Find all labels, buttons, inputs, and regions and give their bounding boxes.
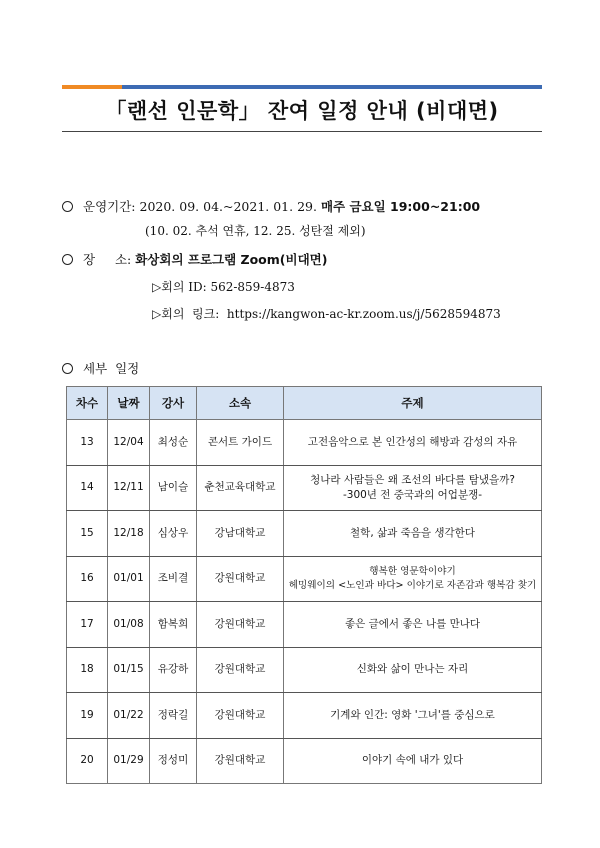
circle-bullet-icon (62, 363, 73, 374)
cell-date: 01/08 (108, 602, 150, 648)
topic-line: 행복한 영문학이야기 (369, 565, 456, 577)
period-row (62, 197, 480, 215)
cell-speaker: 함복희 (150, 602, 197, 648)
table-row (67, 738, 542, 784)
cell-date: 01/01 (108, 556, 150, 602)
schedule-table (66, 386, 542, 784)
header-num: 차수 (67, 387, 108, 420)
cell-affiliation: 강원대학교 (197, 738, 284, 784)
cell-speaker: 정락길 (150, 693, 197, 739)
accent-orange (62, 85, 122, 89)
period-dates: 2020. 09. 04.~2021. 01. 29. (139, 199, 317, 214)
page-title: 「랜선 인문학」 잔여 일정 안내 (비대면) (105, 99, 499, 123)
cell-topic (284, 511, 542, 557)
cell-num: 14 (67, 465, 108, 511)
period-note: (10. 02. 추석 연휴, 12. 25. 성탄절 제외) (145, 224, 366, 238)
place-row (62, 250, 327, 268)
cell-num: 16 (67, 556, 108, 602)
header-topic: 주제 (284, 387, 542, 420)
topic-line: 헤밍웨이의 <노인과 바다> 이야기로 자존감과 행복감 찾기 (288, 579, 537, 591)
cell-date: 12/11 (108, 465, 150, 511)
cell-num: 18 (67, 647, 108, 693)
header-affiliation: 소속 (197, 387, 284, 420)
table-header-row (67, 387, 542, 420)
table-row (67, 693, 542, 739)
table-row (67, 465, 542, 511)
cell-num: 20 (67, 738, 108, 784)
table-row (67, 511, 542, 557)
cell-affiliation: 강남대학교 (197, 511, 284, 557)
cell-date: 01/22 (108, 693, 150, 739)
cell-affiliation: 춘천교육대학교 (197, 465, 284, 511)
header-accent-bar (62, 85, 542, 89)
cell-topic (284, 420, 542, 466)
cell-affiliation: 강원대학교 (197, 602, 284, 648)
topic-line: -300년 전 중국과의 어업분쟁- (342, 488, 483, 501)
cell-affiliation: 콘서트 가이드 (197, 420, 284, 466)
cell-affiliation: 강원대학교 (197, 556, 284, 602)
cell-num: 19 (67, 693, 108, 739)
cell-speaker: 최성순 (150, 420, 197, 466)
cell-num: 13 (67, 420, 108, 466)
circle-bullet-icon (62, 201, 73, 212)
table-row (67, 602, 542, 648)
topic-line: 이야기 속에 내가 있다 (361, 754, 464, 767)
cell-date: 01/29 (108, 738, 150, 784)
cell-topic (284, 602, 542, 648)
cell-speaker: 남이슬 (150, 465, 197, 511)
cell-topic (284, 693, 542, 739)
period-time: 매주 금요일 19:00~21:00 (320, 199, 481, 214)
cell-topic (284, 465, 542, 511)
header-date: 날짜 (108, 387, 150, 420)
topic-line: 기계와 인간: 영화 '그녀'를 중심으로 (330, 708, 495, 721)
cell-date: 12/18 (108, 511, 150, 557)
cell-date: 01/15 (108, 647, 150, 693)
period-label: 운영기간: (83, 199, 136, 214)
cell-date: 12/04 (108, 420, 150, 466)
cell-speaker: 조비결 (150, 556, 197, 602)
cell-speaker: 심상우 (150, 511, 197, 557)
cell-speaker: 유강하 (150, 647, 197, 693)
title-divider (62, 131, 542, 132)
topic-line: 철학, 삶과 죽음을 생각한다 (350, 526, 475, 539)
topic-line: 고전음악으로 본 인간성의 해방과 감성의 자유 (307, 435, 518, 448)
cell-num: 17 (67, 602, 108, 648)
table-row (67, 647, 542, 693)
header-speaker: 강사 (150, 387, 197, 420)
cell-topic (284, 556, 542, 602)
meeting-id: ▷회의 ID: 562-859-4873 (152, 280, 295, 294)
cell-affiliation: 강원대학교 (197, 693, 284, 739)
cell-topic (284, 738, 542, 784)
cell-affiliation: 강원대학교 (197, 647, 284, 693)
meeting-link[interactable]: ▷회의 링크: https://kangwon-ac-kr.zoom.us/j/5628594873 (152, 307, 501, 321)
place-label: 장 소: (83, 252, 132, 267)
cell-topic (284, 647, 542, 693)
cell-num: 15 (67, 511, 108, 557)
accent-blue (122, 85, 542, 89)
table-row (67, 420, 542, 466)
schedule-heading: 세부 일정 (83, 361, 140, 376)
topic-line: 청나라 사람들은 왜 조선의 바다를 탐냈을까? (310, 473, 515, 486)
schedule-heading-row (62, 359, 139, 377)
topic-line: 신화와 삶이 만나는 자리 (356, 663, 469, 676)
table-row (67, 556, 542, 602)
place-value: 화상회의 프로그램 Zoom(비대면) (135, 252, 328, 267)
cell-speaker: 정성미 (150, 738, 197, 784)
topic-line: 좋은 글에서 좋은 나를 만나다 (344, 617, 481, 630)
circle-bullet-icon (62, 254, 73, 265)
